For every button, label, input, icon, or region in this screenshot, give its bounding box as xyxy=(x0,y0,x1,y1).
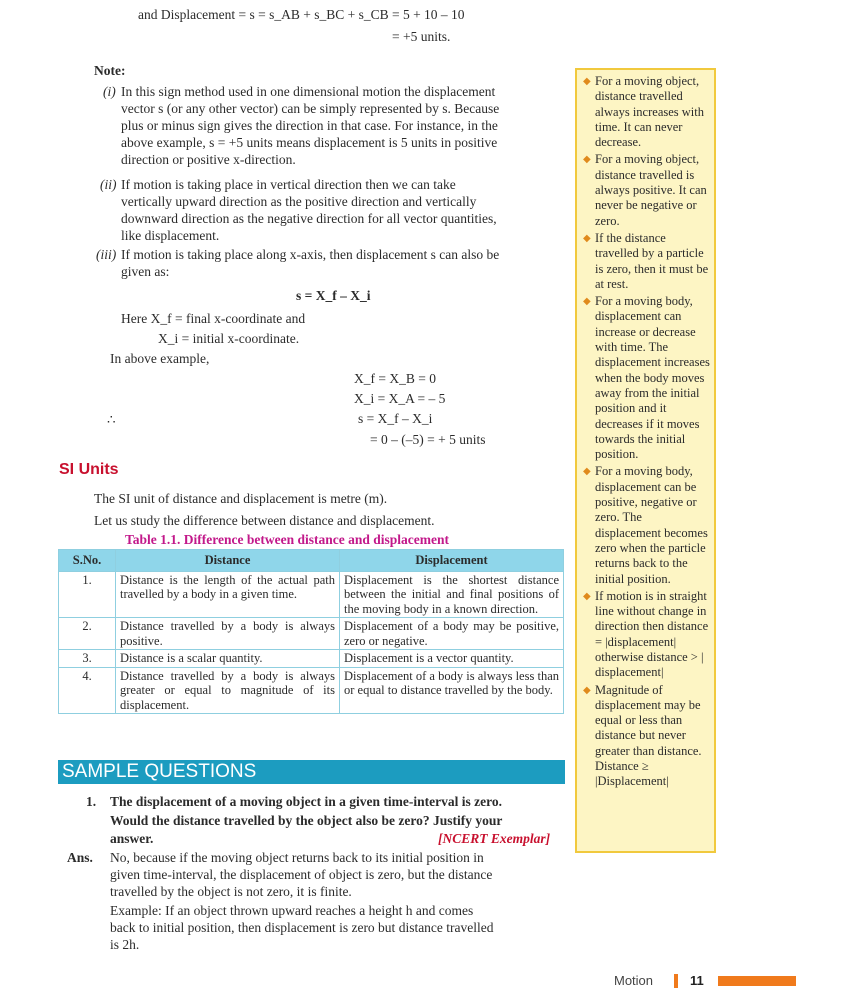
sidebar-item-text: For a moving object, distance travelled always increases with time. It can never decrease. xyxy=(595,74,704,150)
therefore-symbol: ∴ xyxy=(107,412,116,427)
top-equation-line2: = +5 units. xyxy=(392,29,451,44)
table-row xyxy=(59,618,564,650)
sidebar-item xyxy=(581,152,710,228)
note-item2-line: downward direction as the negative direction for all vector quantities, xyxy=(121,211,497,226)
footer-chapter-label: Motion xyxy=(614,973,654,988)
table-cell-distance: Distance is the length of the actual path travelled by a body in a given time. xyxy=(116,571,340,618)
table-cell-num: 2. xyxy=(59,618,116,650)
table-cell-num: 1. xyxy=(59,571,116,618)
answer-label: Ans. xyxy=(67,850,93,865)
equation-xi: X_i = X_A = – 5 xyxy=(354,391,446,406)
note-item1-line: above example, s = +5 units means displacement is 5 units in positive xyxy=(121,135,498,150)
note-item3-line: If motion is taking place along x-axis, then displacement s can also be xyxy=(121,247,500,262)
sidebar-item xyxy=(581,294,710,462)
table-header-distance: Distance xyxy=(116,550,340,572)
table-header-displacement: Displacement xyxy=(340,550,564,572)
formula-displacement: s = X_f – X_i xyxy=(296,288,371,303)
key-points-sidebar xyxy=(575,68,716,853)
table-cell-num: 4. xyxy=(59,667,116,714)
note-item1-line: vector s (or any other vector) can be simply represented by s. Because xyxy=(121,101,500,116)
equation-result: = 0 – (–5) = + 5 units xyxy=(370,432,486,447)
example-line: back to initial position, then displacement is zero but distance travelled xyxy=(110,920,494,935)
page-number: 11 xyxy=(690,973,704,988)
sidebar-item-text: For a moving body, displacement can be positive, negative or zero. The displacement becomes zero when the particle returns back to the initial position. xyxy=(595,464,708,586)
here-final-coordinate: Here X_f = final x-coordinate and xyxy=(121,311,306,326)
sidebar-item xyxy=(581,589,710,681)
bullet-icon: ◆ xyxy=(583,466,591,478)
bullet-icon: ◆ xyxy=(583,590,591,602)
ncert-reference: [NCERT Exemplar] xyxy=(438,831,551,846)
note-item2-line: If motion is taking place in vertical direction then we can take xyxy=(121,177,456,192)
table-cell-num: 3. xyxy=(59,650,116,668)
bullet-icon: ◆ xyxy=(583,684,591,696)
note-item1-text xyxy=(121,83,561,168)
sidebar-item xyxy=(581,683,710,790)
question-line1: The displacement of a moving object in a given time-interval is zero. xyxy=(110,794,502,809)
sidebar-item-text: Magnitude of displacement may be equal or less than distance but never greater than distance. Distance ≥ |Displacement| xyxy=(595,682,702,789)
si-line1: The SI unit of distance and displacement is metre (m). xyxy=(94,491,388,506)
note-item1-line: In this sign method used in one dimensional motion the displacement xyxy=(121,84,496,99)
table-cell-displacement: Displacement of a body is always less than or equal to distance travelled by the body. xyxy=(340,667,564,714)
note-item2-text xyxy=(121,176,561,244)
si-units-heading: SI Units xyxy=(59,461,119,478)
equation-xf: X_f = X_B = 0 xyxy=(354,371,436,386)
sidebar-item-text: For a moving body, displacement can increase or decrease with time. The displacement increases when the body moves away from the initial position and it decreases if it moves towards the initial position. xyxy=(595,294,710,462)
bullet-icon: ◆ xyxy=(583,232,591,244)
table-row xyxy=(59,667,564,714)
table-row xyxy=(59,571,564,618)
table-cell-distance: Distance is a scalar quantity. xyxy=(116,650,340,668)
sidebar-item xyxy=(581,464,710,586)
table-title: Table 1.1. Difference between distance and displacement xyxy=(125,532,449,547)
note-item3-text xyxy=(121,246,561,280)
sample-questions-heading: SAMPLE QUESTIONS xyxy=(58,760,565,784)
question-line3: answer. xyxy=(110,831,154,846)
note-item3-label: (iii) xyxy=(96,247,117,262)
table-row xyxy=(59,650,564,668)
answer-line: No, because if the moving object returns back to its initial position in xyxy=(110,850,484,865)
bullet-icon: ◆ xyxy=(583,76,591,87)
note-item1-line: plus or minus sign gives the direction in that case. For instance, in the xyxy=(121,118,498,133)
answer-text xyxy=(110,849,492,900)
example-line: is 2h. xyxy=(110,937,140,952)
difference-table xyxy=(58,549,564,714)
top-equation-line1: and Displacement = s = s_AB + s_BC + s_CB = 5 + 10 – 10 xyxy=(138,7,465,22)
answer-line: given time-interval, the displacement of object is zero, but the distance xyxy=(110,867,493,882)
here-initial-coordinate: X_i = initial x-coordinate. xyxy=(158,331,300,346)
table-cell-displacement: Displacement is the shortest distance between the initial and final positions of the moving body in a known direction. xyxy=(340,571,564,618)
bullet-icon: ◆ xyxy=(583,296,591,308)
example-intro: In above example, xyxy=(110,351,210,366)
note-item2-line: vertically upward direction as the positive direction and vertically xyxy=(121,194,477,209)
note-heading: Note: xyxy=(94,63,126,78)
sidebar-item-text: If the distance travelled by a particle is zero, then it must be at rest. xyxy=(595,230,709,291)
sidebar-item-text: If motion is in straight line without change in direction then distance = |displacement| otherwise distance > | displacement| xyxy=(595,588,709,680)
table-cell-distance: Distance travelled by a body is always positive. xyxy=(116,618,340,650)
note-item3-line: given as: xyxy=(121,264,170,279)
sidebar-item-text: For a moving object, distance travelled is always positive. It can never be negative or zero. xyxy=(595,152,707,228)
table-cell-displacement: Displacement of a body may be positive, zero or negative. xyxy=(340,618,564,650)
footer-divider xyxy=(674,974,678,988)
note-item1-label: (i) xyxy=(103,84,116,99)
sidebar-item xyxy=(581,231,710,292)
answer-line: travelled by the object is not zero, it is finite. xyxy=(110,884,352,899)
footer-accent-strip xyxy=(718,976,796,986)
question-number: 1. xyxy=(86,794,97,809)
table-header-sno: S.No. xyxy=(59,550,116,572)
question-line2: Would the distance travelled by the object also be zero? Justify your xyxy=(110,813,503,828)
note-item1-line: direction or positive x-direction. xyxy=(121,152,296,167)
sidebar-item xyxy=(581,74,710,150)
example-text xyxy=(110,902,494,953)
example-line: Example: If an object thrown upward reaches a height h and comes xyxy=(110,903,474,918)
bullet-icon: ◆ xyxy=(583,154,591,166)
note-item2-line: like displacement. xyxy=(121,228,220,243)
table-cell-distance: Distance travelled by a body is always greater or equal to magnitude of its displacement. xyxy=(116,667,340,714)
equation-s: s = X_f – X_i xyxy=(358,411,433,426)
si-line2: Let us study the difference between distance and displacement. xyxy=(94,513,435,528)
table-header-row xyxy=(59,550,564,572)
table-cell-displacement: Displacement is a vector quantity. xyxy=(340,650,564,668)
note-item2-label: (ii) xyxy=(100,177,117,192)
